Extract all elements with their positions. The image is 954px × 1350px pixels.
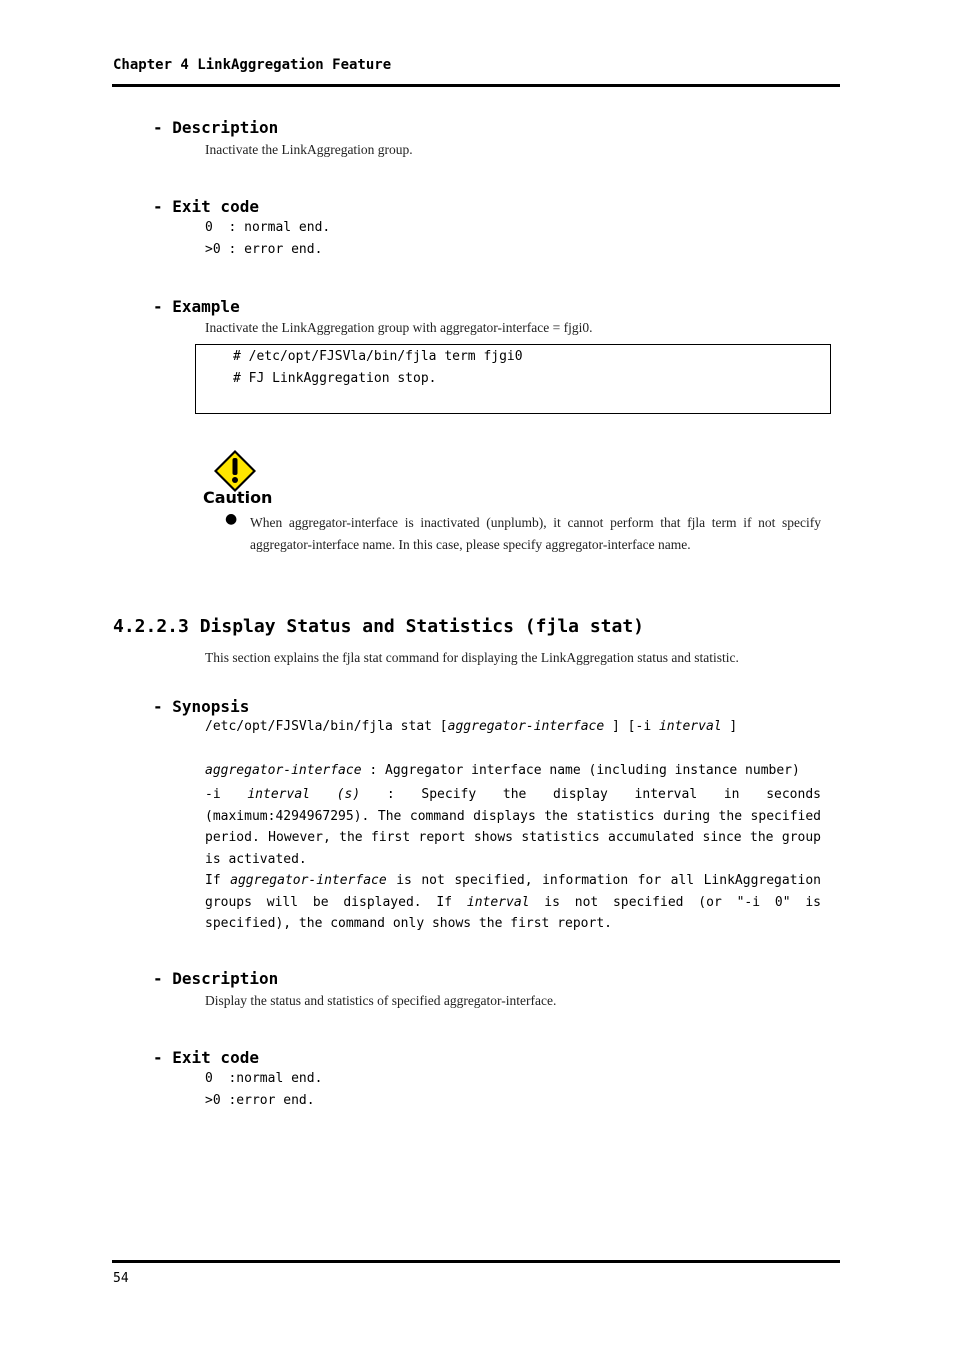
footer-rule bbox=[112, 1260, 840, 1263]
param-aggregator-interface: aggregator-interface : Aggregator interface name (including instance number) bbox=[205, 763, 800, 778]
section-intro: This section explains the fjla stat command for displaying the LinkAggregation status and statistic. bbox=[205, 650, 739, 665]
exit-code-heading: - Exit code bbox=[153, 197, 259, 216]
code-line: # FJ LinkAggregation stop. bbox=[233, 371, 437, 386]
description-text: Inactivate the LinkAggregation group. bbox=[205, 142, 413, 157]
description-heading: - Description bbox=[153, 969, 279, 988]
exit-code-line: 0 :normal end. bbox=[205, 1071, 323, 1086]
description-heading: - Description bbox=[153, 118, 279, 137]
param-interval: -i interval (s) : Specify the display interval in seconds (maximum:4294967295). The command displays the statistics during the specified period. However, the first report shows statistics accumulated since the group is activated. bbox=[205, 787, 821, 867]
code-line: # /etc/opt/FJSVla/bin/fjla term fjgi0 bbox=[233, 349, 523, 364]
caution-text: When aggregator-interface is inactivated (unplumb), it cannot perform that fjla term if not specify aggregator-interface name. In this case, please specify aggregator-interface name. bbox=[250, 515, 821, 552]
example-text: Inactivate the LinkAggregation group with aggregator-interface = fjgi0. bbox=[205, 320, 593, 335]
usage-note: If aggregator-interface is not specified, information for all LinkAggregation groups will be displayed. If interval is not specified (or "-i 0" is specified), the command only shows the first report. bbox=[205, 873, 822, 931]
code-example-box bbox=[195, 344, 831, 414]
synopsis-command: /etc/opt/FJSVla/bin/fjla stat [aggregator-interface ] [-i interval ] bbox=[205, 719, 738, 734]
exit-code-line: 0 : normal end. bbox=[205, 220, 331, 235]
description-text: Display the status and statistics of specified aggregator-interface. bbox=[205, 993, 557, 1008]
page-number: 54 bbox=[113, 1271, 129, 1286]
bullet-icon: ● bbox=[225, 511, 238, 527]
exit-code-line: >0 : error end. bbox=[205, 242, 323, 257]
section-heading: 4.2.2.3 Display Status and Statistics (fjla stat) bbox=[113, 616, 645, 637]
exit-code-line: >0 :error end. bbox=[205, 1093, 315, 1108]
synopsis-heading: - Synopsis bbox=[153, 697, 250, 716]
exit-code-heading: - Exit code bbox=[153, 1048, 259, 1067]
page-header: Chapter 4 LinkAggregation Feature bbox=[113, 57, 392, 73]
caution-label: Caution bbox=[203, 488, 273, 507]
example-heading: - Example bbox=[153, 297, 240, 316]
header-rule bbox=[112, 84, 840, 87]
